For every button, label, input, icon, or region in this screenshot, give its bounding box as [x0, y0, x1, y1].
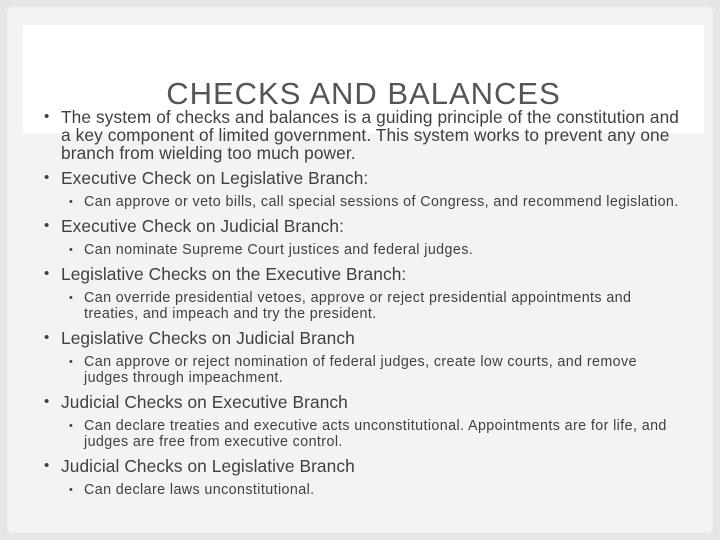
list-item-text: Judicial Checks on Executive Branch: [61, 392, 348, 412]
list-item: [25, 329, 685, 347]
bullet-icon: •: [69, 420, 74, 432]
slide: [7, 7, 713, 533]
bullet-icon: •: [69, 196, 74, 208]
bullet-list: [25, 108, 685, 498]
list-item-text: Legislative Checks on the Executive Branch:: [61, 264, 407, 284]
sub-list-item: [25, 418, 685, 450]
list-item-text: Executive Check on Judicial Branch:: [61, 216, 345, 236]
bullet-icon: •: [44, 457, 50, 474]
sub-list-item-text: Can approve or veto bills, call special sessions of Congress, and recommend legislation.: [84, 194, 679, 210]
bullet-icon: •: [44, 393, 50, 410]
list-item-text: Legislative Checks on Judicial Branch: [61, 328, 355, 348]
sub-list-item: [25, 354, 685, 386]
bullet-icon: •: [44, 265, 50, 282]
sub-list-item: [25, 242, 685, 258]
list-item-text: The system of checks and balances is a guiding principle of the constitution and a key component of limited government. This system works to prevent any one branch from wielding too much power.: [61, 107, 679, 163]
bullet-icon: •: [69, 292, 74, 304]
bullet-icon: •: [44, 217, 50, 234]
list-item: [25, 393, 685, 411]
sub-list-item-text: Can nominate Supreme Court justices and federal judges.: [84, 242, 474, 258]
bullet-icon: •: [69, 244, 74, 256]
sub-list-item-text: Can approve or reject nomination of federal judges, create low courts, and remove judges through impeachment.: [84, 354, 637, 386]
list-item: [25, 217, 685, 235]
bullet-icon: •: [44, 169, 50, 186]
bullet-icon: •: [69, 484, 74, 496]
sub-list-item-text: Can declare treaties and executive acts unconstitutional. Appointments are for life, and judges are free from executive control.: [84, 418, 667, 450]
list-item-text: Executive Check on Legislative Branch:: [61, 168, 369, 188]
sub-list-item-text: Can declare laws unconstitutional.: [84, 482, 315, 498]
sub-list-item: [25, 482, 685, 498]
sub-list-item: [25, 194, 685, 210]
list-item: [25, 265, 685, 283]
slide-content: [25, 108, 685, 505]
bullet-icon: •: [69, 356, 74, 368]
sub-list-item-text: Can override presidential vetoes, approve or reject presidential appointments and treaties, and impeach and try the president.: [84, 290, 632, 322]
list-item-text: Judicial Checks on Legislative Branch: [61, 456, 355, 476]
list-item: [25, 169, 685, 187]
slide-title: CHECKS AND BALANCES: [166, 76, 561, 111]
list-item: [25, 108, 685, 162]
sub-list-item: [25, 290, 685, 322]
bullet-icon: •: [44, 108, 50, 125]
bullet-icon: •: [44, 329, 50, 346]
list-item: [25, 457, 685, 475]
